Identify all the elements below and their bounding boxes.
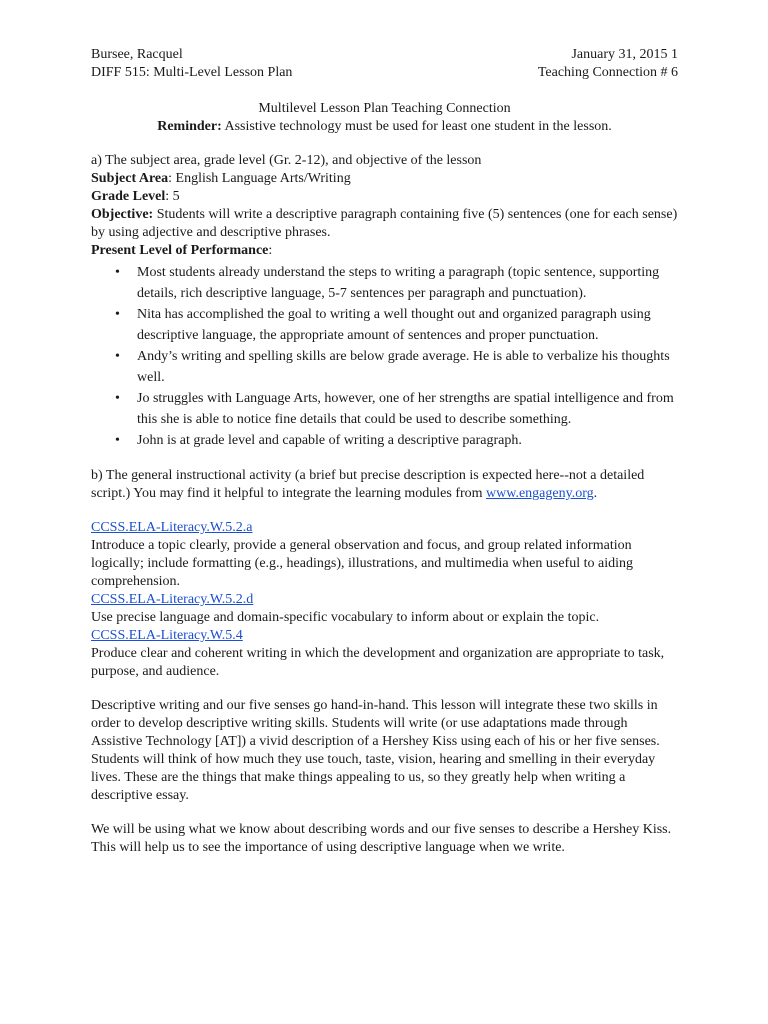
section-a-heading: a) The subject area, grade level (Gr. 2-12), and objective of the lesson — [91, 153, 482, 168]
list-item: • Jo struggles with Language Arts, however, one of her strengths are spatial intelligence and from this she is able to notice fine details that could be used to describe something. — [137, 388, 678, 430]
standard-description: Use precise language and domain-specific vocabulary to inform about or explain the topic. — [91, 610, 600, 625]
list-item: • Nita has accomplished the goal to writing a well thought out and organized paragraph using descriptive language, the appropriate amount of sentences and proper punctuation. — [137, 304, 678, 346]
spacer — [91, 503, 678, 519]
closing-paragraph: We will be using what we know about describing words and our five senses to describe a Hershey Kiss. This will help us to see the importance of using descriptive language when we write. — [91, 822, 672, 855]
performance-list — [91, 262, 678, 451]
section-b-text: b) The general instructional activity (a brief but precise description is expected here--not a detailed script.) You may find it helpful to integrate the learning modules from — [91, 468, 645, 501]
subject-area-label: Subject Area — [91, 171, 169, 186]
standard-description: Introduce a topic clearly, provide a general observation and focus, and group related information logically; include formatting (e.g., headings), illustrations, and multimedia when useful to aiding comprehension. — [91, 538, 633, 589]
standard-code-link — [91, 627, 678, 645]
list-item: • Andy’s writing and spelling skills are below grade average. He is able to verbalize his thoughts well. — [137, 346, 678, 388]
standard-link-w522a[interactable]: CCSS.ELA-Literacy.W.5.2.a — [91, 520, 253, 535]
performance-colon: : — [268, 243, 273, 258]
reminder-line — [91, 118, 678, 136]
subject-area-value: : English Language Arts/Writing — [168, 171, 351, 186]
performance-label: Present Level of Performance — [91, 243, 269, 258]
course-title: DIFF 515: Multi-Level Lesson Plan — [91, 65, 293, 80]
spacer — [91, 451, 678, 467]
grade-level-value: : 5 — [165, 189, 180, 204]
teaching-connection: Teaching Connection # 6 — [537, 65, 678, 80]
description-paragraph: Descriptive writing and our five senses go hand-in-hand. This lesson will integrate these two skills in order to develop descriptive writing skills. Students will write (or use adaptations made through Assistive Technology [AT]) a vivid description of a Hershey Kiss using each of his or her five senses. Students will think of how much they use touch, taste, vision, hearing and smelling in their everyday lives. These are the things that make things appealing to us, so they greatly help when writing a descriptive essay. — [91, 698, 660, 803]
objective-text: Students will write a descriptive paragraph containing five (5) sentences (one for each sense) by using adjective and descriptive phrases. — [91, 207, 678, 240]
header-date-page: January 31, 2015 1 — [571, 47, 678, 62]
spacer — [91, 82, 678, 100]
header-row-1 — [91, 46, 678, 64]
grade-level-line — [91, 188, 678, 206]
grade-level-label: Grade Level — [91, 189, 166, 204]
list-item: • Most students already understand the steps to writing a paragraph (topic sentence, supporting details, rich descriptive language, 5-7 sentences per paragraph and punctuation). — [137, 262, 678, 304]
objective-label: Objective: — [91, 207, 154, 222]
standard-description: Produce clear and coherent writing in which the development and organization are appropriate to task, purpose, and audience. — [91, 646, 665, 679]
standard-link-w522d[interactable]: CCSS.ELA-Literacy.W.5.2.d — [91, 592, 254, 607]
subject-area-line — [91, 170, 678, 188]
header-row-2 — [91, 64, 678, 82]
engageny-link[interactable]: www.engageny.org — [486, 486, 594, 501]
objective-line — [91, 206, 678, 242]
standard-code-link — [91, 591, 678, 609]
spacer — [91, 681, 678, 697]
spacer — [91, 805, 678, 821]
standard-link-w54[interactable]: CCSS.ELA-Literacy.W.5.4 — [91, 628, 243, 643]
performance-heading — [91, 242, 678, 260]
author-name: Bursee, Racquel — [91, 47, 183, 62]
reminder-text: Assistive technology must be used for least one student in the lesson. — [221, 119, 612, 134]
reminder-label: Reminder: — [157, 119, 222, 134]
section-b-period: . — [593, 486, 598, 501]
standard-code-link — [91, 519, 678, 537]
list-item: • John is at grade level and capable of writing a descriptive paragraph. — [137, 430, 678, 451]
document-title: Multilevel Lesson Plan Teaching Connection — [258, 101, 511, 116]
spacer — [91, 136, 678, 152]
section-b-heading — [91, 467, 678, 503]
